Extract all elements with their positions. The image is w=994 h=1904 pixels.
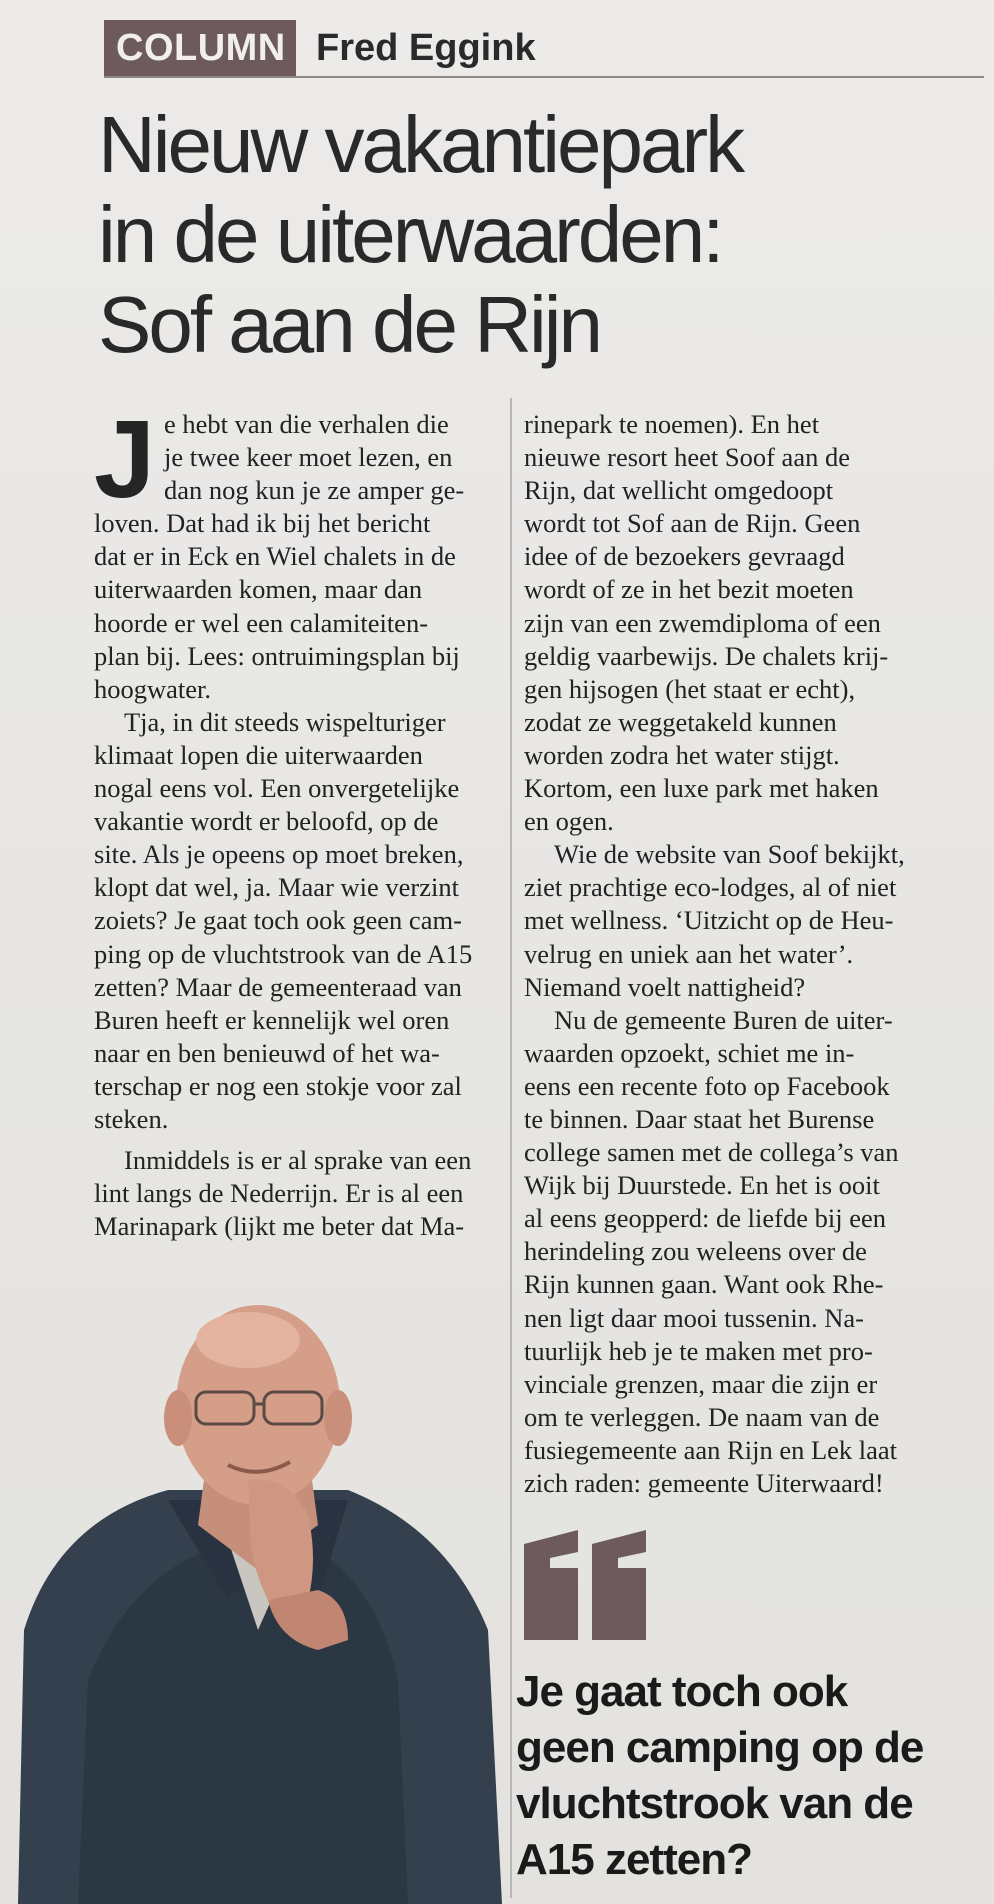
text-line: nieuwe resort heet Soof aan de	[524, 442, 850, 473]
text-line: klimaat lopen die uiterwaarden	[94, 739, 423, 770]
text-line: loven. Dat had ik bij het bericht	[94, 508, 431, 539]
pull-quote	[516, 1664, 976, 1888]
text-line: zoiets? Je gaat toch ook geen cam-	[94, 905, 462, 936]
text-line: en ogen.	[524, 806, 614, 837]
article-column-right	[524, 408, 964, 1500]
text-line: Niemand voelt nattigheid?	[524, 971, 806, 1002]
text-line: geldig vaarbewijs. De chalets krij-	[524, 640, 889, 671]
text-line: zich raden: gemeente Uiterwaard!	[524, 1468, 884, 1498]
text-line: Marinapark (lijkt me beter dat Ma-	[94, 1211, 465, 1242]
headline-line: in de uiterwaarden:	[98, 190, 722, 279]
text-line: om te verleggen. De naam van de	[524, 1401, 880, 1432]
text-line: naar en ben benieuwd of het wa-	[94, 1037, 440, 1068]
text-line: zetten? Maar de gemeenteraad van	[94, 971, 462, 1002]
text-line: al eens geopperd: de liefde bij een	[524, 1203, 887, 1234]
text-line: terschap er nog een stokje voor zal	[94, 1070, 462, 1101]
text-line: Rijn kunnen gaan. Want ook Rhe-	[524, 1269, 884, 1300]
pull-quote-line: A15 zetten?	[516, 1835, 752, 1884]
text-line: Nu de gemeente Buren de uiter-	[554, 1004, 893, 1035]
text-line: lint langs de Nederrijn. Er is al een	[94, 1178, 464, 1209]
text-line: steken.	[94, 1103, 169, 1134]
text-line: Inmiddels is er al sprake van een	[124, 1145, 472, 1176]
text-line: Rijn, dat wellicht omgedoopt	[524, 475, 834, 506]
text-line: gen hijsogen (het staat er echt),	[524, 673, 856, 704]
text-line: eens een recente foto op Facebook	[524, 1070, 890, 1101]
column-divider	[510, 398, 512, 1898]
text-line: herindeling zou weleens over de	[524, 1236, 867, 1267]
text-line: Wie de website van Soof bekijkt,	[554, 839, 905, 870]
text-line: tuurlijk heb je te maken met pro-	[524, 1335, 873, 1366]
text-line: te binnen. Daar staat het Burense	[524, 1103, 875, 1134]
headline	[98, 100, 978, 370]
text-line: nogal eens vol. Een onvergetelijke	[94, 773, 460, 804]
text-line: klopt dat wel, ja. Maar wie verzint	[94, 872, 459, 903]
author-name: Fred Eggink	[316, 27, 536, 69]
text-line: site. Als je opeens op moet breken,	[94, 839, 464, 870]
text-line: zijn van een zwemdiploma of een	[524, 607, 881, 638]
text-line: wordt of ze in het bezit moeten	[524, 574, 854, 605]
text-line: dat er in Eck en Wiel chalets in de	[94, 541, 456, 572]
column-tag: COLUMN	[104, 20, 296, 76]
text-line: hoogwater.	[94, 673, 212, 704]
text-line: plan bij. Lees: ontruimingsplan bij	[94, 640, 460, 671]
text-line: uiterwaarden komen, maar dan	[94, 574, 423, 605]
quote-marks-icon	[520, 1524, 670, 1644]
article-column-left	[94, 398, 498, 1243]
text-line: zodat ze weggetakeld kunnen	[524, 706, 837, 737]
text-line: hoorde er wel een calamiteiten-	[94, 607, 429, 638]
text-line: wordt tot Sof aan de Rijn. Geen	[524, 508, 861, 539]
text-line: vakantie wordt er beloofd, op de	[94, 806, 439, 837]
text-line: je twee keer moet lezen, en	[164, 442, 453, 473]
headline-line: Nieuw vakantiepark	[98, 100, 743, 189]
text-line: worden zodra het water stijgt.	[524, 739, 840, 770]
text-line: idee of de bezoekers gevraagd	[524, 541, 845, 572]
pull-quote-line: Je gaat toch ook	[516, 1667, 848, 1716]
text-line: waarden opzoekt, schiet me in-	[524, 1037, 855, 1068]
text-line: vinciale grenzen, maar die zijn er	[524, 1368, 878, 1399]
pull-quote-line: vluchtstrook van de	[516, 1779, 913, 1828]
text-line: Tja, in dit steeds wispelturiger	[124, 706, 446, 737]
text-line: fusiegemeente aan Rijn en Lek laat	[524, 1434, 898, 1465]
text-line: e hebt van die verhalen die	[164, 409, 449, 439]
text-line: met wellness. ‘Uitzicht op de Heu-	[524, 905, 894, 936]
text-line: ping op de vluchtstrook van de A15	[94, 938, 473, 969]
text-line: Wijk bij Duurstede. En het is ooit	[524, 1170, 880, 1201]
text-line: ziet prachtige eco-lodges, al of niet	[524, 872, 897, 903]
text-line: rinepark te noemen). En het	[524, 409, 820, 439]
text-line: college samen met de collega’s van	[524, 1137, 899, 1168]
text-line: Kortom, een luxe park met haken	[524, 773, 879, 804]
text-line: nen ligt daar mooi tussenin. Na-	[524, 1302, 865, 1333]
drop-cap: J	[94, 398, 156, 521]
header-underline	[104, 76, 984, 78]
text-line: velrug en uniek aan het water’.	[524, 938, 854, 969]
text-line: Buren heeft er kennelijk wel oren	[94, 1004, 450, 1035]
author-photo	[18, 1300, 502, 1904]
headline-line: Sof aan de Rijn	[98, 280, 601, 369]
text-line: dan nog kun je ze amper ge-	[164, 475, 465, 506]
pull-quote-line: geen camping op de	[516, 1723, 924, 1772]
